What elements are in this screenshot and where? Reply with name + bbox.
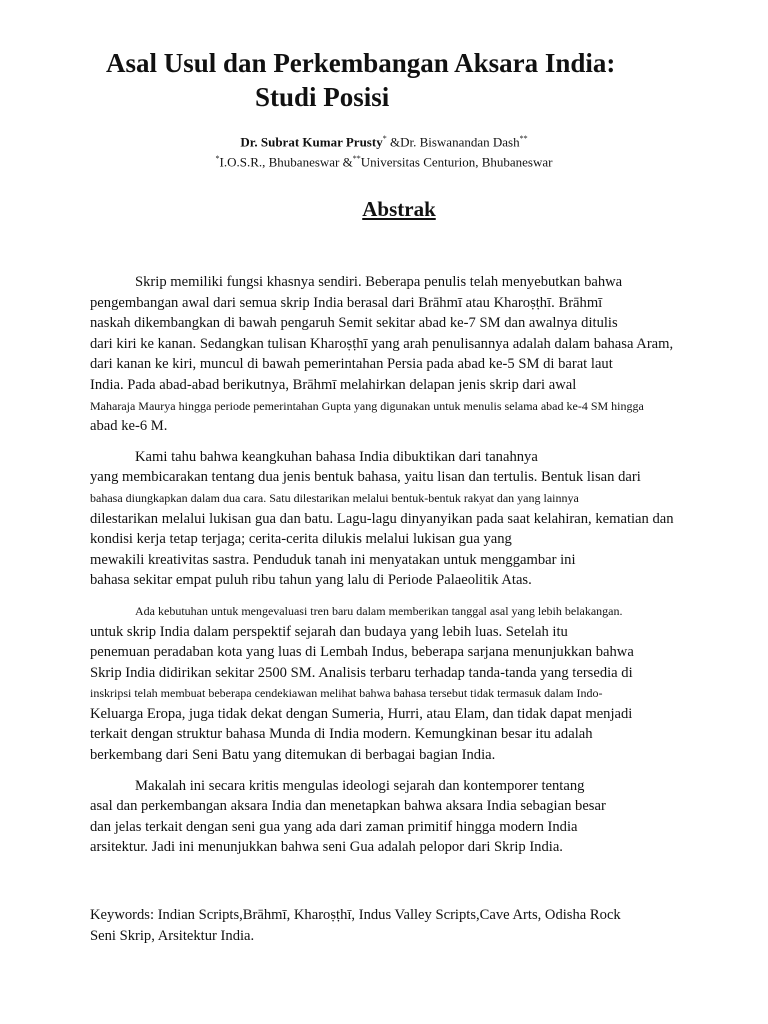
paragraph-2 — [90, 447, 692, 591]
title-line-2: Studi Posisi — [255, 82, 390, 112]
text-line: terkait dengan struktur bahasa Munda di India modern. Kemungkinan besar itu adalah — [90, 726, 593, 743]
text-line: kondisi kerja tetap terjaga; cerita-cerita dilukis melalui lukisan gua yang — [90, 531, 512, 548]
author-connector: & — [386, 134, 401, 150]
text-line: Ada kebutuhan untuk mengevaluasi tren baru dalam memberikan tanggal asal yang lebih belakangan. — [135, 603, 623, 618]
abstract-heading-text: Abstrak — [362, 197, 436, 221]
text-line: arsitektur. Jadi ini menunjukkan bahwa seni Gua adalah pelopor dari Skrip India. — [90, 839, 563, 856]
text-line: pengembangan awal dari semua skrip India berasal dari Brāhmī atau Kharoṣṭhī. Brāhmī — [90, 294, 603, 311]
text-line: Kami tahu bahwa keangkuhan bahasa India dibuktikan dari tanahnya — [135, 448, 538, 465]
author-block — [0, 130, 768, 171]
text-line: dan jelas terkait dengan seni gua yang ada dari zaman primitif hingga modern India — [90, 818, 578, 835]
paragraph-4 — [90, 776, 692, 858]
keywords-block — [90, 905, 692, 947]
text-line: penemuan peradaban kota yang luas di Lembah Indus, beberapa sarjana menunjukkan bahwa — [90, 644, 634, 661]
text-line: asal dan perkembangan aksara India dan menetapkan bahwa aksara India sebagian besar — [90, 798, 606, 815]
paragraph-3 — [90, 601, 692, 766]
text-line: untuk skrip India dalam perspektif sejarah dan budaya yang lebih luas. Setelah itu — [90, 623, 568, 640]
text-line: yang membicarakan tentang dua jenis bentuk bahasa, yaitu lisan dan tertulis. Bentuk lisan dari — [90, 469, 641, 486]
author-1: Dr. Subrat Kumar Prusty — [240, 134, 383, 150]
paper-title — [0, 46, 768, 114]
title-line-1: Asal Usul dan Perkembangan Aksara India: — [106, 48, 616, 78]
text-line: India. Pada abad-abad berikutnya, Brāhmī melahirkan delapan jenis skrip dari awal — [90, 376, 577, 393]
affiliation-1: I.O.S.R., Bhubaneswar & — [219, 154, 353, 170]
abstract-heading — [0, 197, 768, 222]
text-line: dilestarikan melalui lukisan gua dan batu. Lagu-lagu dinyanyikan pada saat kelahiran, kematian dan — [90, 510, 674, 527]
text-line: dari kiri ke kanan. Sedangkan tulisan Kharoṣṭhī yang arah penulisannya adalah dalam bahasa Aram, — [90, 335, 674, 352]
affiliation-2: Universitas Centurion, Bhubaneswar — [360, 154, 553, 170]
text-line: Makalah ini secara kritis mengulas ideologi sejarah dan kontemporer tentang — [135, 777, 585, 794]
text-line: Keluarga Eropa, juga tidak dekat dengan Sumeria, Hurri, atau Elam, dan tidak dapat menjadi — [90, 705, 633, 722]
text-line: Maharaja Maurya hingga periode pemerintahan Gupta yang digunakan untuk menulis selama abad ke-4 SM hingga — [90, 398, 644, 413]
author-line — [0, 130, 768, 150]
text-line: dari kanan ke kiri, muncul di bawah pemerintahan Persia pada abad ke-5 SM di barat laut — [90, 356, 613, 373]
author-2: Dr. Biswanandan Dash — [400, 134, 520, 150]
paragraph-1 — [90, 272, 692, 437]
text-line: Skrip India didirikan sekitar 2500 SM. Analisis terbaru terhadap tanda-tanda yang tersedia di — [90, 664, 633, 681]
author-2-mark: ** — [519, 134, 528, 143]
affiliation-line — [0, 150, 768, 170]
text-line: berkembang dari Seni Batu yang ditemukan di berbagai bagian India. — [90, 747, 496, 764]
affiliation-2-mark: ** — [352, 154, 361, 164]
text-line: inskripsi telah membuat beberapa cendekiawan melihat bahwa bahasa tersebut tidak termasuk dalam Indo- — [90, 686, 603, 701]
abstract-body — [90, 272, 692, 868]
text-line: bahasa diungkapkan dalam dua cara. Satu dilestarikan melalui bentuk-bentuk rakyat dan yang lainnya — [90, 490, 579, 505]
text-line: Skrip memiliki fungsi khasnya sendiri. Beberapa penulis telah menyebutkan bahwa — [135, 274, 623, 290]
author-1-mark: * — [382, 134, 387, 143]
text-line: naskah dikembangkan di bawah pengaruh Semit sekitar abad ke-7 SM dan awalnya ditulis — [90, 315, 618, 332]
keywords-line-2: Seni Skrip, Arsitektur India. — [90, 928, 255, 944]
text-line: bahasa sekitar empat puluh ribu tahun yang lalu di Periode Palaeolitik Atas. — [90, 572, 532, 589]
text-line: mewakili kreativitas sastra. Penduduk tanah ini menyatakan untuk menggambar ini — [90, 551, 576, 568]
text-line: abad ke-6 M. — [90, 418, 168, 435]
affiliation-1-mark: * — [215, 154, 220, 164]
keywords-line-1: Keywords: Indian Scripts,Brāhmī, Kharoṣṭhī, Indus Valley Scripts,Cave Arts, Odisha Rock — [90, 907, 621, 923]
